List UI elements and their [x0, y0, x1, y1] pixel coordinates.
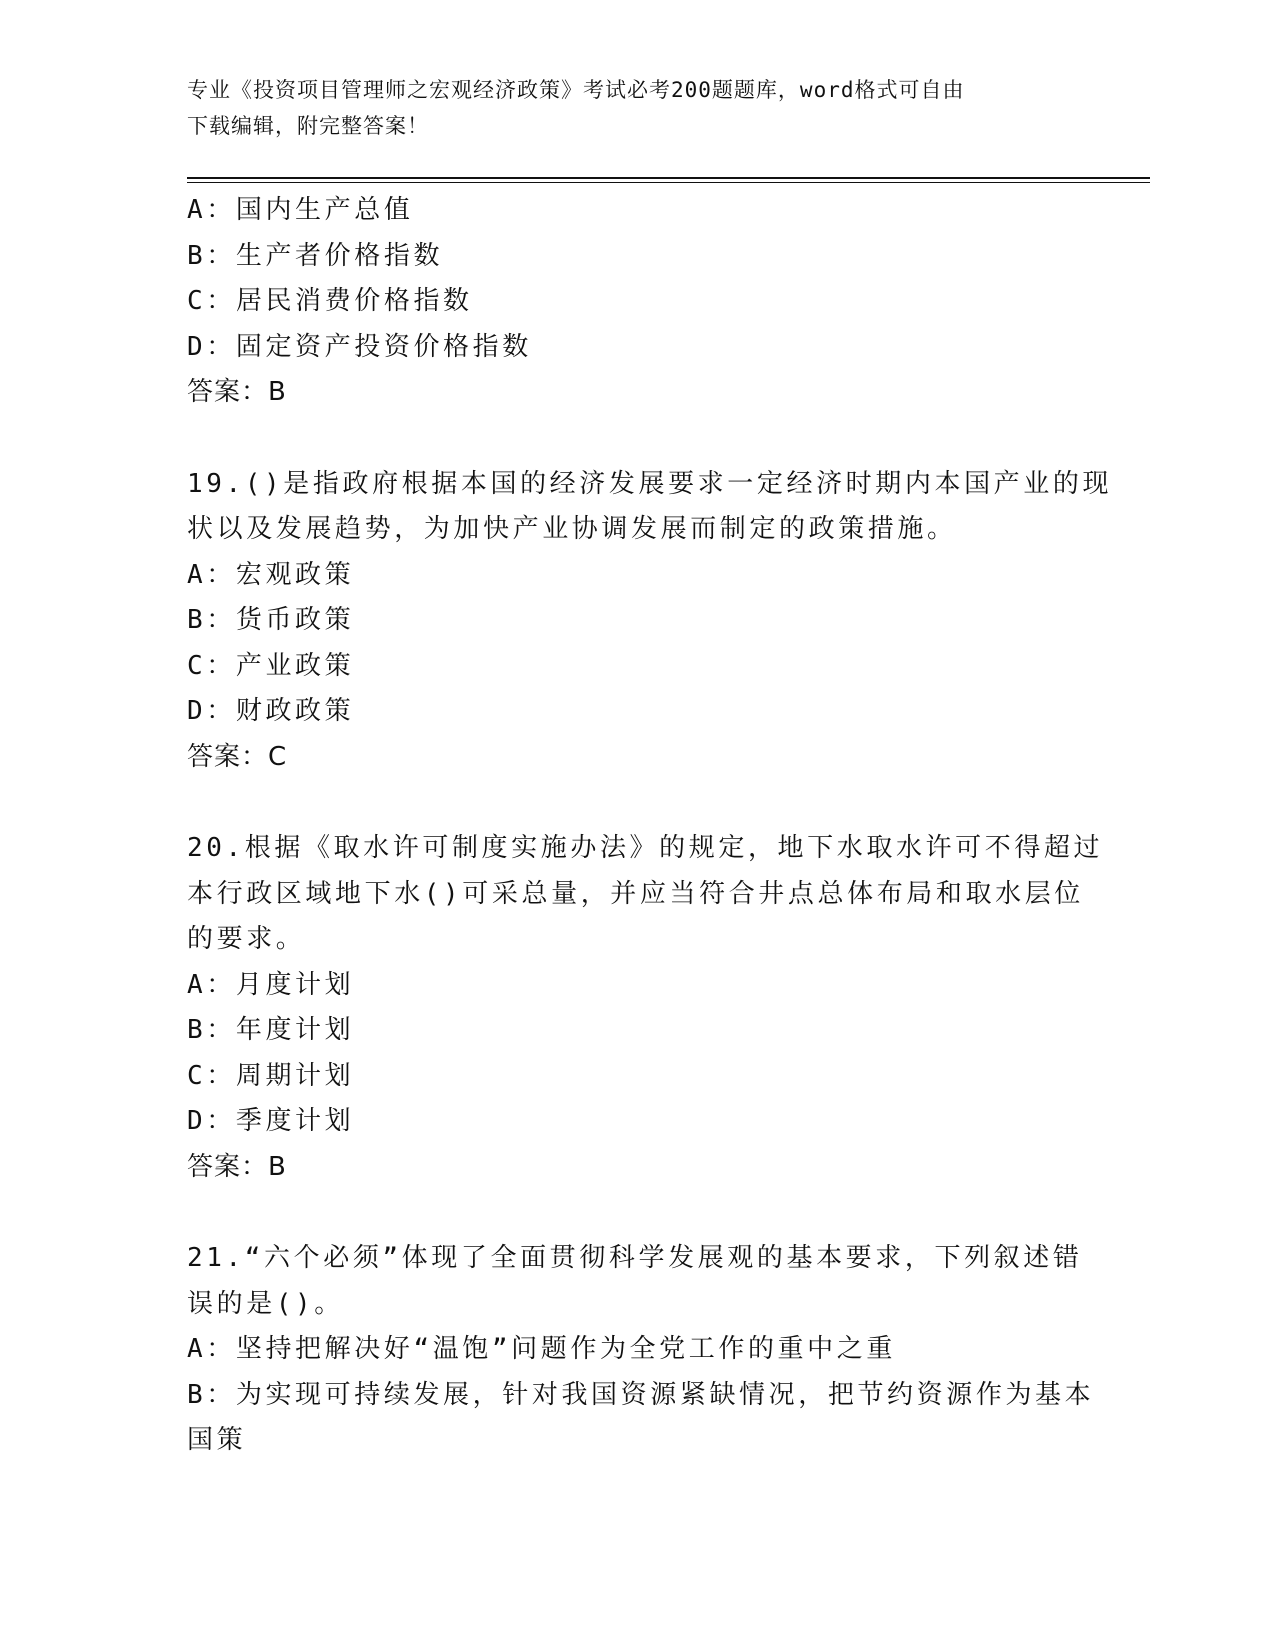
answer-line: 答案：C — [187, 741, 288, 772]
option-c: C：产业政策 — [187, 650, 355, 681]
option-a: A：宏观政策 — [187, 559, 355, 590]
option-c: C：周期计划 — [187, 1060, 355, 1091]
option-b: B：年度计划 — [187, 1015, 355, 1045]
question-stem-line: 误的是()。 — [187, 1288, 344, 1319]
document-header — [187, 72, 1067, 144]
option-d: D：季度计划 — [187, 1106, 355, 1136]
answer-line: 答案：B — [187, 377, 287, 407]
option-d: D：财政政策 — [187, 696, 355, 726]
question-stem-line: 的要求。 — [187, 924, 306, 954]
question-19 — [187, 462, 1113, 781]
question-21 — [187, 1236, 1095, 1464]
header-line-1: 专业《投资项目管理师之宏观经济政策》考试必考200题题库，word格式可自由 — [187, 78, 965, 102]
option-a: A：坚持把解决好“温饱”问题作为全党工作的重中之重 — [187, 1334, 896, 1364]
question-stem-line: 21.“六个必须”体现了全面贯彻科学发展观的基本要求，下列叙述错 — [187, 1243, 1083, 1273]
option-b: B：生产者价格指数 — [187, 240, 444, 271]
answer-line: 答案：B — [187, 1151, 287, 1182]
question-18-tail — [187, 188, 1087, 416]
option-b-continuation: 国策 — [187, 1425, 247, 1455]
question-20 — [187, 826, 1104, 1190]
question-stem-line: 本行政区域地下水()可采总量，并应当符合井点总体布局和取水层位 — [187, 878, 1084, 909]
question-stem-line: 19.()是指政府根据本国的经济发展要求一定经济时期内本国产业的现 — [187, 468, 1113, 499]
option-d: D：固定资产投资价格指数 — [187, 331, 532, 362]
question-stem-line: 20.根据《取水许可制度实施办法》的规定，地下水取水许可不得超过 — [187, 833, 1104, 863]
option-b: B：为实现可持续发展，针对我国资源紧缺情况，把节约资源作为基本 — [187, 1379, 1095, 1410]
question-stem-line: 状以及发展趋势，为加快产业协调发展而制定的政策措施。 — [187, 514, 957, 544]
header-line-2: 下载编辑，附完整答案！ — [187, 114, 429, 138]
question-list — [187, 188, 1113, 1464]
option-a: A：国内生产总值 — [187, 195, 414, 225]
option-c: C：居民消费价格指数 — [187, 286, 473, 316]
option-a: A：月度计划 — [187, 969, 355, 1000]
option-b: B：货币政策 — [187, 605, 355, 635]
header-divider — [187, 177, 1150, 183]
